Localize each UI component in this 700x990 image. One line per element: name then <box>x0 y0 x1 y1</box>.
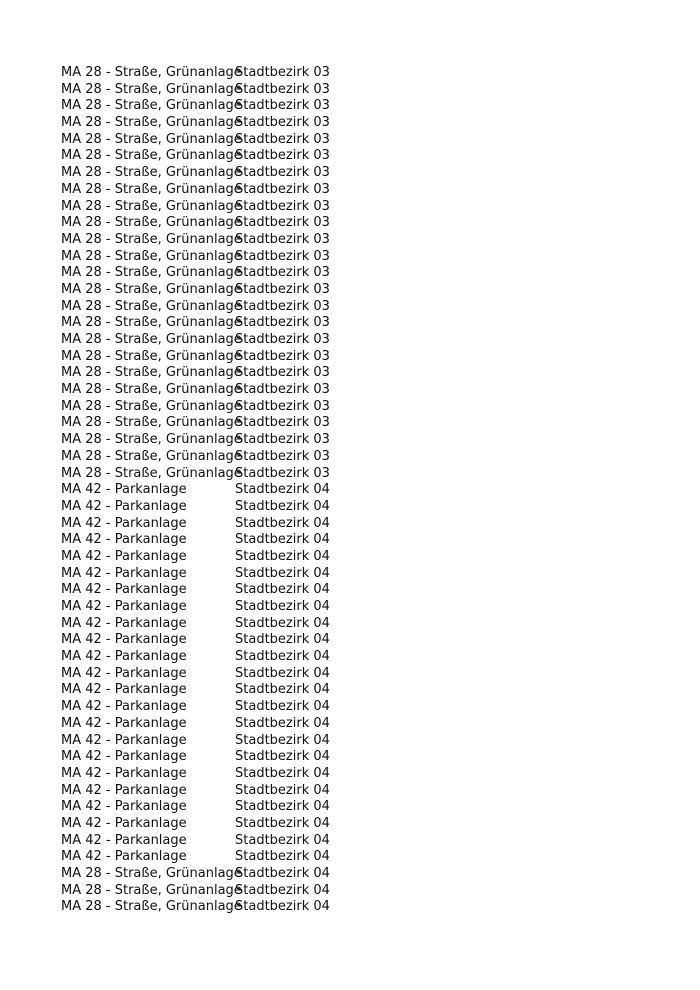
district-cell: Stadtbezirk 04 <box>235 615 330 631</box>
table-row <box>61 699 355 716</box>
district-cell: Stadtbezirk 04 <box>235 715 330 731</box>
table-row <box>61 549 355 566</box>
table-row <box>61 415 355 432</box>
table-row <box>61 682 355 699</box>
district-cell: Stadtbezirk 04 <box>235 482 330 498</box>
department-cell: MA 42 - Parkanlage <box>61 632 187 648</box>
district-cell: Stadtbezirk 03 <box>235 181 330 197</box>
district-cell: Stadtbezirk 04 <box>235 599 330 614</box>
department-cell: MA 28 - Straße, Grünanlage <box>61 215 242 231</box>
table-row <box>61 499 355 516</box>
table-row <box>61 332 355 349</box>
department-cell: MA 28 - Straße, Grünanlage <box>61 65 242 80</box>
department-cell: MA 28 - Straße, Grünanlage <box>61 899 242 915</box>
department-cell: MA 42 - Parkanlage <box>61 815 187 831</box>
department-cell: MA 28 - Straße, Grünanlage <box>61 866 242 881</box>
district-cell: Stadtbezirk 04 <box>235 582 330 598</box>
table-row <box>61 666 355 683</box>
district-cell: Stadtbezirk 03 <box>235 348 330 364</box>
department-cell: MA 42 - Parkanlage <box>61 515 187 531</box>
table-row <box>61 716 355 733</box>
department-cell: MA 42 - Parkanlage <box>61 532 187 548</box>
department-cell: MA 28 - Straße, Grünanlage <box>61 365 242 381</box>
department-cell: MA 28 - Straße, Grünanlage <box>61 882 242 898</box>
department-cell: MA 42 - Parkanlage <box>61 765 187 781</box>
table-row <box>61 783 355 800</box>
district-cell: Stadtbezirk 03 <box>235 365 330 381</box>
table-row <box>61 749 355 766</box>
department-cell: MA 28 - Straße, Grünanlage <box>61 165 242 181</box>
district-cell: Stadtbezirk 03 <box>235 465 330 481</box>
department-cell: MA 28 - Straße, Grünanlage <box>61 398 242 414</box>
table-row <box>61 65 355 82</box>
table-row <box>61 866 355 883</box>
table-row <box>61 148 355 165</box>
district-cell: Stadtbezirk 04 <box>235 765 330 781</box>
table-row <box>61 232 355 249</box>
department-cell: MA 42 - Parkanlage <box>61 582 187 598</box>
department-cell: MA 28 - Straße, Grünanlage <box>61 115 242 131</box>
department-cell: MA 28 - Straße, Grünanlage <box>61 448 242 464</box>
table-row <box>61 82 355 99</box>
district-cell: Stadtbezirk 04 <box>235 849 330 865</box>
table-row <box>61 899 355 916</box>
district-cell: Stadtbezirk 04 <box>235 649 330 665</box>
department-cell: MA 28 - Straße, Grünanlage <box>61 332 242 347</box>
district-cell: Stadtbezirk 04 <box>235 565 330 581</box>
district-cell: Stadtbezirk 04 <box>235 866 330 881</box>
district-cell: Stadtbezirk 03 <box>235 248 330 264</box>
district-cell: Stadtbezirk 04 <box>235 782 330 798</box>
table-row <box>61 299 355 316</box>
table-row <box>61 432 355 449</box>
district-cell: Stadtbezirk 04 <box>235 548 330 564</box>
district-cell: Stadtbezirk 04 <box>235 632 330 648</box>
district-cell: Stadtbezirk 03 <box>235 81 330 97</box>
district-cell: Stadtbezirk 03 <box>235 115 330 131</box>
district-cell: Stadtbezirk 04 <box>235 515 330 531</box>
department-cell: MA 42 - Parkanlage <box>61 782 187 798</box>
table-row <box>61 799 355 816</box>
table-row <box>61 315 355 332</box>
district-cell: Stadtbezirk 04 <box>235 498 330 514</box>
table-row <box>61 833 355 850</box>
table-row <box>61 365 355 382</box>
district-cell: Stadtbezirk 03 <box>235 65 330 80</box>
department-cell: MA 28 - Straße, Grünanlage <box>61 131 242 147</box>
department-cell: MA 28 - Straße, Grünanlage <box>61 465 242 481</box>
district-cell: Stadtbezirk 04 <box>235 832 330 848</box>
table-row <box>61 182 355 199</box>
department-cell: MA 28 - Straße, Grünanlage <box>61 231 242 247</box>
table-row <box>61 349 355 366</box>
district-cell: Stadtbezirk 04 <box>235 815 330 831</box>
department-cell: MA 42 - Parkanlage <box>61 832 187 848</box>
table-row <box>61 449 355 466</box>
table-row <box>61 849 355 866</box>
district-cell: Stadtbezirk 03 <box>235 332 330 347</box>
district-cell: Stadtbezirk 03 <box>235 165 330 181</box>
department-cell: MA 42 - Parkanlage <box>61 715 187 731</box>
table-row <box>61 115 355 132</box>
district-cell: Stadtbezirk 04 <box>235 682 330 698</box>
table-row <box>61 566 355 583</box>
district-cell: Stadtbezirk 03 <box>235 315 330 331</box>
department-cell: MA 42 - Parkanlage <box>61 682 187 698</box>
table-row <box>61 616 355 633</box>
table-row <box>61 282 355 299</box>
department-cell: MA 42 - Parkanlage <box>61 665 187 681</box>
district-cell: Stadtbezirk 03 <box>235 415 330 431</box>
department-cell: MA 42 - Parkanlage <box>61 615 187 631</box>
table-row <box>61 215 355 232</box>
department-cell: MA 28 - Straße, Grünanlage <box>61 315 242 331</box>
table-row <box>61 599 355 616</box>
district-cell: Stadtbezirk 03 <box>235 231 330 247</box>
department-cell: MA 28 - Straße, Grünanlage <box>61 81 242 97</box>
department-cell: MA 28 - Straße, Grünanlage <box>61 432 242 448</box>
department-cell: MA 42 - Parkanlage <box>61 482 187 498</box>
department-cell: MA 28 - Straße, Grünanlage <box>61 348 242 364</box>
district-cell: Stadtbezirk 04 <box>235 749 330 765</box>
department-cell: MA 42 - Parkanlage <box>61 749 187 765</box>
table-row <box>61 399 355 416</box>
district-cell: Stadtbezirk 03 <box>235 131 330 147</box>
department-cell: MA 28 - Straße, Grünanlage <box>61 415 242 431</box>
table-row <box>61 883 355 900</box>
district-cell: Stadtbezirk 03 <box>235 215 330 231</box>
table-row <box>61 733 355 750</box>
district-cell: Stadtbezirk 04 <box>235 532 330 548</box>
district-cell: Stadtbezirk 03 <box>235 198 330 214</box>
district-cell: Stadtbezirk 03 <box>235 398 330 414</box>
department-cell: MA 28 - Straße, Grünanlage <box>61 248 242 264</box>
department-cell: MA 28 - Straße, Grünanlage <box>61 382 242 398</box>
district-cell: Stadtbezirk 04 <box>235 732 330 748</box>
table-row <box>61 265 355 282</box>
district-cell: Stadtbezirk 04 <box>235 699 330 715</box>
district-cell: Stadtbezirk 03 <box>235 98 330 114</box>
table-row <box>61 98 355 115</box>
department-cell: MA 28 - Straße, Grünanlage <box>61 298 242 314</box>
department-cell: MA 28 - Straße, Grünanlage <box>61 198 242 214</box>
district-cell: Stadtbezirk 03 <box>235 281 330 297</box>
table-row <box>61 532 355 549</box>
department-cell: MA 42 - Parkanlage <box>61 849 187 865</box>
table-row <box>61 482 355 499</box>
table-row <box>61 582 355 599</box>
district-cell: Stadtbezirk 03 <box>235 148 330 164</box>
table-row <box>61 382 355 399</box>
district-cell: Stadtbezirk 04 <box>235 799 330 815</box>
table-row <box>61 249 355 266</box>
department-cell: MA 28 - Straße, Grünanlage <box>61 281 242 297</box>
department-cell: MA 28 - Straße, Grünanlage <box>61 148 242 164</box>
department-cell: MA 42 - Parkanlage <box>61 699 187 715</box>
table-row <box>61 816 355 833</box>
district-cell: Stadtbezirk 03 <box>235 448 330 464</box>
department-cell: MA 42 - Parkanlage <box>61 548 187 564</box>
table-row <box>61 132 355 149</box>
department-cell: MA 42 - Parkanlage <box>61 498 187 514</box>
district-cell: Stadtbezirk 04 <box>235 665 330 681</box>
department-cell: MA 28 - Straße, Grünanlage <box>61 181 242 197</box>
department-cell: MA 28 - Straße, Grünanlage <box>61 265 242 281</box>
table-row <box>61 165 355 182</box>
department-cell: MA 42 - Parkanlage <box>61 732 187 748</box>
department-cell: MA 42 - Parkanlage <box>61 565 187 581</box>
department-cell: MA 42 - Parkanlage <box>61 649 187 665</box>
district-cell: Stadtbezirk 03 <box>235 265 330 281</box>
table-row <box>61 199 355 216</box>
table-row <box>61 466 355 483</box>
district-cell: Stadtbezirk 04 <box>235 899 330 915</box>
district-cell: Stadtbezirk 03 <box>235 298 330 314</box>
data-table <box>61 65 355 916</box>
table-row <box>61 632 355 649</box>
district-cell: Stadtbezirk 04 <box>235 882 330 898</box>
department-cell: MA 42 - Parkanlage <box>61 799 187 815</box>
department-cell: MA 28 - Straße, Grünanlage <box>61 98 242 114</box>
table-row <box>61 649 355 666</box>
table-row <box>61 516 355 533</box>
department-cell: MA 42 - Parkanlage <box>61 599 187 614</box>
district-cell: Stadtbezirk 03 <box>235 432 330 448</box>
table-row <box>61 766 355 783</box>
district-cell: Stadtbezirk 03 <box>235 382 330 398</box>
